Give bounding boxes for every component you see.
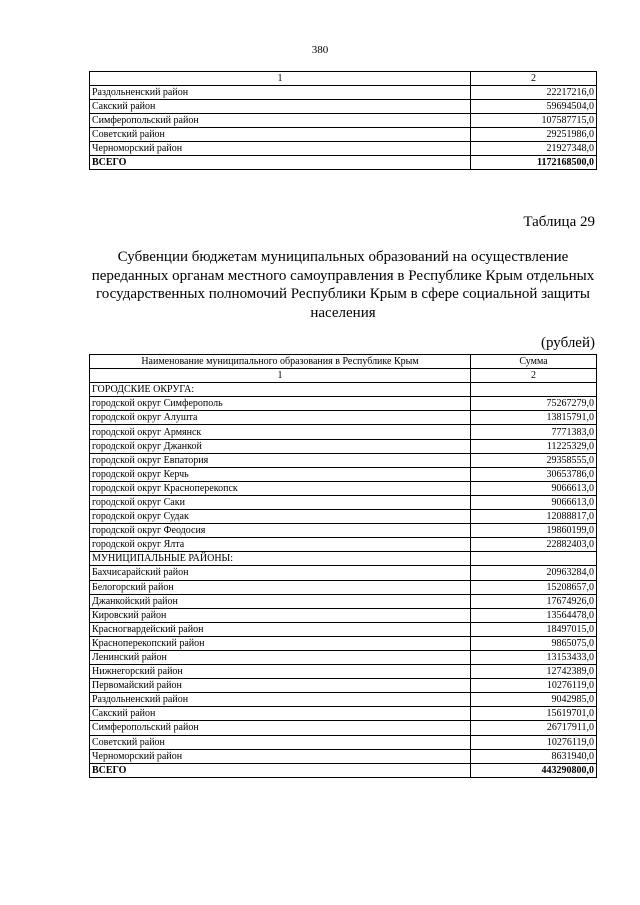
row-name-cell: городской округ Джанкой — [90, 439, 471, 453]
row-name-cell: Симферопольский район — [90, 721, 471, 735]
row-name-cell: Сакский район — [90, 707, 471, 721]
page-number: 380 — [311, 44, 329, 56]
row-value-cell: 443290800,0 — [471, 763, 597, 777]
row-name-cell: Красноперекопский район — [90, 636, 471, 650]
row-name-cell: Сакский район — [90, 100, 471, 114]
row-name-cell: Раздольненский район — [90, 693, 471, 707]
table-row — [90, 580, 597, 594]
table-row — [90, 735, 597, 749]
row-value-cell: 12088817,0 — [471, 510, 597, 524]
row-value-cell: 8631940,0 — [471, 749, 597, 763]
row-value-cell: 107587715,0 — [471, 114, 597, 128]
table-row — [90, 142, 597, 156]
row-value-cell: 59694504,0 — [471, 100, 597, 114]
row-name-cell: городской округ Армянск — [90, 425, 471, 439]
table-row — [90, 608, 597, 622]
row-value-cell: 22217216,0 — [471, 86, 597, 100]
table-row — [90, 650, 597, 664]
row-value-cell: 18497015,0 — [471, 622, 597, 636]
row-value-cell: 11225329,0 — [471, 439, 597, 453]
row-value-cell: 1172168500,0 — [471, 156, 597, 170]
row-value-cell: 13153433,0 — [471, 650, 597, 664]
table-row — [90, 749, 597, 763]
table-row — [90, 100, 597, 114]
column-number-2: 2 — [471, 369, 597, 383]
row-value-cell: 21927348,0 — [471, 142, 597, 156]
row-value-cell: 10276119,0 — [471, 735, 597, 749]
row-name-cell: ГОРОДСКИЕ ОКРУГА: — [90, 383, 471, 397]
row-name-cell: городской округ Алушта — [90, 411, 471, 425]
row-value-cell — [471, 552, 597, 566]
row-name-cell: Черноморский район — [90, 749, 471, 763]
table-row — [90, 679, 597, 693]
column-number-row — [90, 72, 597, 86]
table-row — [90, 397, 597, 411]
table-row — [90, 693, 597, 707]
row-name-cell: городской округ Красноперекопск — [90, 481, 471, 495]
column-header-name: Наименование муниципального образования в Республике Крым — [90, 355, 471, 369]
row-name-cell: Симферопольский район — [90, 114, 471, 128]
table-row — [90, 439, 597, 453]
row-value-cell: 30653786,0 — [471, 467, 597, 481]
table-row — [90, 566, 597, 580]
table-row — [90, 453, 597, 467]
row-value-cell: 10276119,0 — [471, 679, 597, 693]
row-name-cell: городской округ Евпатория — [90, 453, 471, 467]
column-number-1: 1 — [90, 72, 471, 86]
table-row — [90, 425, 597, 439]
row-value-cell: 17674926,0 — [471, 594, 597, 608]
row-name-cell: Советский район — [90, 735, 471, 749]
table-row — [90, 411, 597, 425]
table-row — [90, 622, 597, 636]
row-name-cell: Бахчисарайский район — [90, 566, 471, 580]
row-name-cell: Джанкойский район — [90, 594, 471, 608]
table-row — [90, 495, 597, 509]
table-row — [90, 538, 597, 552]
table-row — [90, 481, 597, 495]
table-row — [90, 114, 597, 128]
table-title: Субвенции бюджетам муниципальных образований на осуществление переданных органам местного самоуправления в Республике Крым отдельных государственных полномочий Республики Крым в сфере социальной защиты населения — [91, 249, 595, 321]
table-row — [90, 636, 597, 650]
table-row — [90, 665, 597, 679]
row-name-cell: Белогорский район — [90, 580, 471, 594]
continued-table — [89, 71, 597, 170]
column-header-row — [90, 355, 597, 369]
row-value-cell: 15208657,0 — [471, 580, 597, 594]
row-value-cell: 22882403,0 — [471, 538, 597, 552]
row-name-cell: МУНИЦИПАЛЬНЫЕ РАЙОНЫ: — [90, 552, 471, 566]
table-row — [90, 524, 597, 538]
row-name-cell: городской округ Саки — [90, 495, 471, 509]
row-value-cell: 9865075,0 — [471, 636, 597, 650]
row-name-cell: Кировский район — [90, 608, 471, 622]
row-value-cell: 75267279,0 — [471, 397, 597, 411]
column-number-row — [90, 369, 597, 383]
row-value-cell: 9066613,0 — [471, 481, 597, 495]
row-value-cell: 29358555,0 — [471, 453, 597, 467]
row-name-cell: Советский район — [90, 128, 471, 142]
row-name-cell: Нижнегорский район — [90, 665, 471, 679]
row-name-cell: городской округ Симферополь — [90, 397, 471, 411]
continued-table-body — [90, 72, 597, 170]
row-value-cell: 20963284,0 — [471, 566, 597, 580]
row-name-cell: ВСЕГО — [90, 763, 471, 777]
row-name-cell: городской округ Керчь — [90, 467, 471, 481]
table-label: Таблица 29 — [523, 214, 595, 230]
table-row — [90, 467, 597, 481]
row-name-cell: городской округ Феодосия — [90, 524, 471, 538]
units-label: (рублей) — [540, 335, 595, 351]
table-row — [90, 707, 597, 721]
row-name-cell: Красногвардейский район — [90, 622, 471, 636]
subventions-table-body — [90, 355, 597, 778]
row-value-cell: 9042985,0 — [471, 693, 597, 707]
row-value-cell: 13815791,0 — [471, 411, 597, 425]
total-row — [90, 156, 597, 170]
section-heading-row — [90, 383, 597, 397]
total-row — [90, 763, 597, 777]
row-value-cell: 9066613,0 — [471, 495, 597, 509]
row-name-cell: Черноморский район — [90, 142, 471, 156]
column-header-sum: Сумма — [471, 355, 597, 369]
row-value-cell: 15619701,0 — [471, 707, 597, 721]
row-value-cell: 19860199,0 — [471, 524, 597, 538]
subventions-table — [89, 354, 597, 778]
row-name-cell: Первомайский район — [90, 679, 471, 693]
row-name-cell: ВСЕГО — [90, 156, 471, 170]
row-name-cell: Раздольненский район — [90, 86, 471, 100]
row-name-cell: Ленинский район — [90, 650, 471, 664]
column-number-2: 2 — [471, 72, 597, 86]
section-heading-row — [90, 552, 597, 566]
column-number-1: 1 — [90, 369, 471, 383]
row-name-cell: городской округ Ялта — [90, 538, 471, 552]
row-value-cell: 29251986,0 — [471, 128, 597, 142]
row-value-cell: 7771383,0 — [471, 425, 597, 439]
table-row — [90, 594, 597, 608]
table-row — [90, 128, 597, 142]
table-row — [90, 86, 597, 100]
table-row — [90, 721, 597, 735]
row-value-cell: 26717911,0 — [471, 721, 597, 735]
row-value-cell: 12742389,0 — [471, 665, 597, 679]
row-name-cell: городской округ Судак — [90, 510, 471, 524]
row-value-cell — [471, 383, 597, 397]
row-value-cell: 13564478,0 — [471, 608, 597, 622]
table-row — [90, 510, 597, 524]
